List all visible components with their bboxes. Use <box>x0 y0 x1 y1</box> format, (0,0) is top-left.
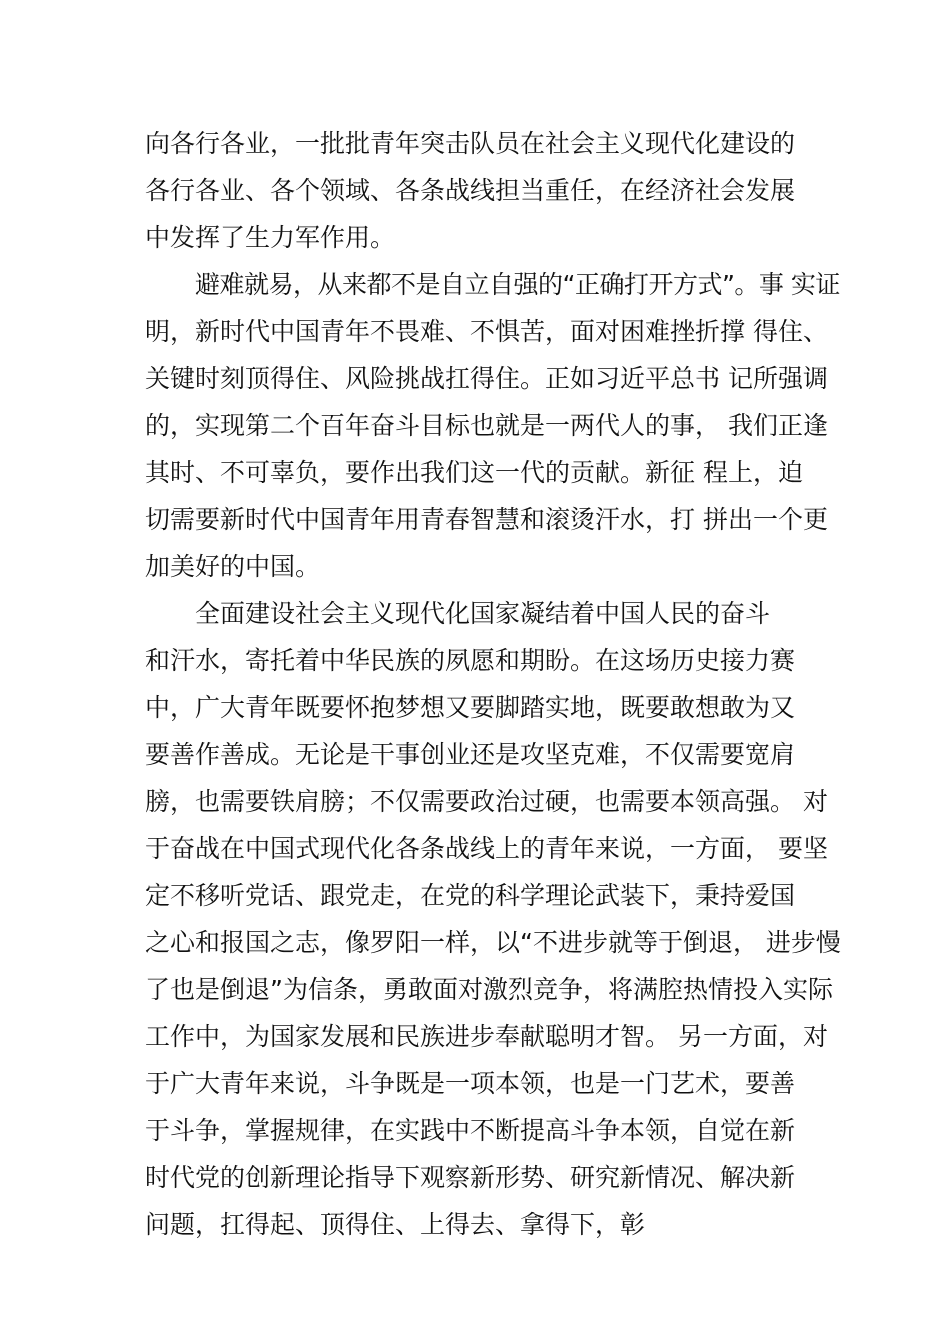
text-line: 中发挥了生力军作用。 <box>145 223 396 252</box>
text-line: 膀，也需要铁肩膀；不仅需要政治过硬，也需要本领高强。 对 <box>145 787 828 816</box>
text-line: 向各行各业，一批批青年突击队员在社会主义现代化建设的 <box>145 129 796 158</box>
text-line: 其时、不可辜负，要作出我们这一代的贡献。新征 程上，迫 <box>145 458 803 487</box>
text-line: 切需要新时代中国青年用青春智慧和滚烫汗水，打 拼出一个更 <box>145 505 828 534</box>
text-line: 关键时刻顶得住、风险挑战扛得住。正如习近平总书 记所强调 <box>145 364 828 393</box>
text-line: 问题，扛得起、顶得住、上得去、拿得下，彰 <box>145 1210 646 1239</box>
text-line: 各行各业、各个领域、各条战线担当重任，在经济社会发展 <box>145 176 796 205</box>
paragraph-start-line: 全面建设社会主义现代化国家凝结着中国人民的奋斗 <box>195 599 771 628</box>
paragraph-start-line: 避难就易，从来都不是自立自强的“正确打开方式”。事 实证 <box>195 270 840 299</box>
text-line: 了也是倒退”为信条，勇敢面对激烈竞争，将满腔热情投入实际 <box>145 975 833 1004</box>
text-line: 之心和报国之志，像罗阳一样，以“不进步就等于倒退， 进步慢 <box>145 928 841 957</box>
text-line: 于广大青年来说，斗争既是一项本领，也是一门艺术，要善 <box>145 1069 796 1098</box>
text-line: 和汗水，寄托着中华民族的夙愿和期盼。在这场历史接力赛 <box>145 646 796 675</box>
text-line: 加美好的中国。 <box>145 552 321 581</box>
text-line: 定不移听党话、跟党走，在党的科学理论武装下，秉持爱国 <box>145 881 796 910</box>
text-line: 工作中，为国家发展和民族进步奉献聪明才智。 另一方面，对 <box>145 1022 828 1051</box>
text-line: 要善作善成。无论是干事创业还是攻坚克难，不仅需要宽肩 <box>145 740 796 769</box>
text-line: 于奋战在中国式现代化各条战线上的青年来说，一方面， 要坚 <box>145 834 828 863</box>
text-line: 的，实现第二个百年奋斗目标也就是一两代人的事， 我们正逢 <box>145 411 828 440</box>
body-text <box>145 120 845 1248</box>
text-line: 明，新时代中国青年不畏难、不惧苦，面对困难挫折撑 得住、 <box>145 317 828 346</box>
text-line: 时代党的创新理论指导下观察新形势、研究新情况、解决新 <box>145 1163 796 1192</box>
text-line: 于斗争，掌握规律，在实践中不断提高斗争本领，自觉在新 <box>145 1116 796 1145</box>
text-line: 中，广大青年既要怀抱梦想又要脚踏实地，既要敢想敢为又 <box>145 693 796 722</box>
